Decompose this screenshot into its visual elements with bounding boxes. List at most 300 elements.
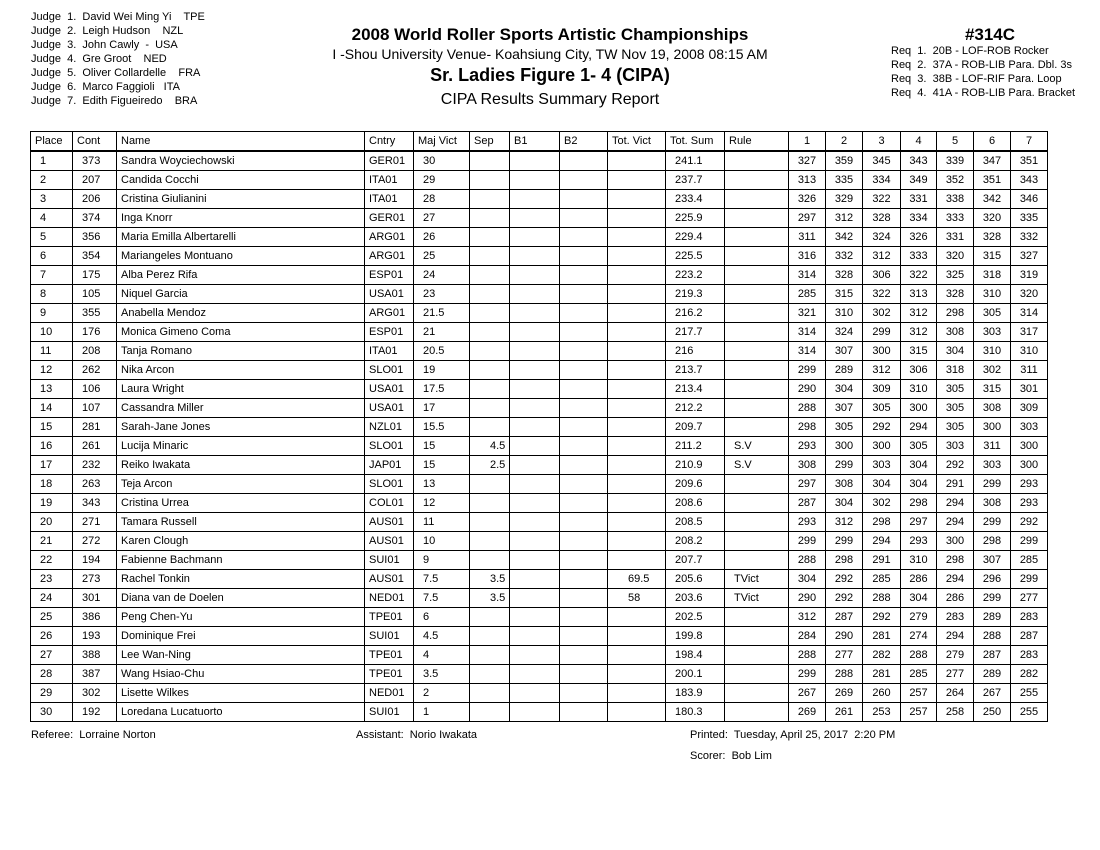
cell-b1 — [510, 570, 560, 589]
cell-sep — [470, 418, 510, 437]
cell-name: Alba Perez Rifa — [117, 266, 365, 285]
table-row — [31, 589, 1048, 608]
cell-place: 15 — [31, 418, 73, 437]
cell-judge-7: 293 — [1011, 494, 1048, 513]
table-row — [31, 380, 1048, 399]
cell-judge-7: 283 — [1011, 646, 1048, 665]
cell-cont: 388 — [73, 646, 117, 665]
cell-place: 17 — [31, 456, 73, 475]
cell-place: 24 — [31, 589, 73, 608]
cell-cont: 175 — [73, 266, 117, 285]
cell-cont: 373 — [73, 151, 117, 171]
cell-tot-vict: 69.5 — [608, 570, 666, 589]
cell-judge-2: 307 — [826, 399, 863, 418]
cell-maj-vict: 6 — [414, 608, 470, 627]
cell-sep — [470, 513, 510, 532]
cell-b1 — [510, 646, 560, 665]
cell-name: Lee Wan-Ning — [117, 646, 365, 665]
cell-tot-sum: 216 — [666, 342, 725, 361]
column-header-name: Name — [117, 132, 365, 152]
cell-name: Niquel Garcia — [117, 285, 365, 304]
cell-place: 30 — [31, 703, 73, 722]
cell-sep — [470, 247, 510, 266]
cell-judge-6: 307 — [974, 551, 1011, 570]
cell-sep — [470, 151, 510, 171]
cell-tot-vict — [608, 323, 666, 342]
cell-rule: S.V — [725, 456, 789, 475]
cell-judge-4: 343 — [901, 151, 937, 171]
cell-maj-vict: 28 — [414, 190, 470, 209]
cell-judge-7: 299 — [1011, 570, 1048, 589]
cell-cntry: GER01 — [365, 209, 414, 228]
cell-b1 — [510, 684, 560, 703]
cell-cntry: SLO01 — [365, 361, 414, 380]
scorer: Scorer: Bob Lim — [690, 750, 772, 762]
cell-cntry: NED01 — [365, 684, 414, 703]
cell-cont: 355 — [73, 304, 117, 323]
cell-judge-4: 294 — [901, 418, 937, 437]
cell-judge-6: 288 — [974, 627, 1011, 646]
judges-list — [31, 10, 205, 108]
cell-sep — [470, 684, 510, 703]
cell-judge-6: 318 — [974, 266, 1011, 285]
cell-judge-3: 291 — [863, 551, 901, 570]
cell-name: Dominique Frei — [117, 627, 365, 646]
cell-name: Karen Clough — [117, 532, 365, 551]
cell-cntry: ESP01 — [365, 323, 414, 342]
cell-judge-6: 296 — [974, 570, 1011, 589]
cell-b1 — [510, 266, 560, 285]
table-row — [31, 209, 1048, 228]
cell-name: Cristina Urrea — [117, 494, 365, 513]
cell-b1 — [510, 513, 560, 532]
cell-judge-2: 304 — [826, 380, 863, 399]
cell-tot-vict — [608, 494, 666, 513]
cell-judge-4: 288 — [901, 646, 937, 665]
cell-b2 — [560, 418, 608, 437]
cell-tot-sum: 205.6 — [666, 570, 725, 589]
table-row — [31, 494, 1048, 513]
cell-rule: TVict — [725, 570, 789, 589]
cell-tot-vict — [608, 361, 666, 380]
table-row — [31, 646, 1048, 665]
cell-judge-3: 282 — [863, 646, 901, 665]
cell-cont: 302 — [73, 684, 117, 703]
cell-judge-3: 324 — [863, 228, 901, 247]
cell-maj-vict: 12 — [414, 494, 470, 513]
cell-b2 — [560, 151, 608, 171]
cell-maj-vict: 11 — [414, 513, 470, 532]
cell-cntry: ARG01 — [365, 304, 414, 323]
cell-name: Monica Gimeno Coma — [117, 323, 365, 342]
cell-b2 — [560, 190, 608, 209]
cell-maj-vict: 3.5 — [414, 665, 470, 684]
table-row — [31, 304, 1048, 323]
cell-cont: 262 — [73, 361, 117, 380]
cell-cntry: SLO01 — [365, 437, 414, 456]
cell-tot-sum: 199.8 — [666, 627, 725, 646]
cell-place: 28 — [31, 665, 73, 684]
cell-tot-sum: 203.6 — [666, 589, 725, 608]
cell-b2 — [560, 304, 608, 323]
cell-rule — [725, 151, 789, 171]
cell-maj-vict: 4 — [414, 646, 470, 665]
cell-maj-vict: 29 — [414, 171, 470, 190]
cell-tot-vict — [608, 532, 666, 551]
cell-place: 3 — [31, 190, 73, 209]
cell-rule — [725, 399, 789, 418]
cell-judge-5: 328 — [937, 285, 974, 304]
cell-tot-sum: 219.3 — [666, 285, 725, 304]
cell-judge-3: 312 — [863, 247, 901, 266]
cell-judge-1: 288 — [789, 551, 826, 570]
cell-name: Nika Arcon — [117, 361, 365, 380]
column-header-judge-2: 2 — [826, 132, 863, 152]
cell-judge-7: 299 — [1011, 532, 1048, 551]
cell-b2 — [560, 247, 608, 266]
column-header-judge-5: 5 — [937, 132, 974, 152]
cell-judge-2: 305 — [826, 418, 863, 437]
cell-maj-vict: 9 — [414, 551, 470, 570]
cell-judge-4: 305 — [901, 437, 937, 456]
column-header-judge-3: 3 — [863, 132, 901, 152]
cell-cont: 271 — [73, 513, 117, 532]
cell-place: 16 — [31, 437, 73, 456]
cell-judge-6: 302 — [974, 361, 1011, 380]
cell-tot-sum: 212.2 — [666, 399, 725, 418]
cell-judge-2: 261 — [826, 703, 863, 722]
table-row — [31, 151, 1048, 171]
cell-judge-4: 293 — [901, 532, 937, 551]
cell-cntry: GER01 — [365, 151, 414, 171]
cell-tot-sum: 237.7 — [666, 171, 725, 190]
cell-rule — [725, 266, 789, 285]
cell-sep — [470, 171, 510, 190]
cell-judge-5: 279 — [937, 646, 974, 665]
judge-3: Judge 3. John Cawly - USA — [31, 39, 178, 51]
cell-cont: 176 — [73, 323, 117, 342]
cell-sep: 3.5 — [470, 570, 510, 589]
cell-judge-2: 299 — [826, 532, 863, 551]
cell-judge-2: 269 — [826, 684, 863, 703]
cell-b1 — [510, 380, 560, 399]
cell-judge-3: 304 — [863, 475, 901, 494]
cell-maj-vict: 15 — [414, 437, 470, 456]
cell-tot-sum: 213.7 — [666, 361, 725, 380]
cell-cont: 273 — [73, 570, 117, 589]
cell-place: 13 — [31, 380, 73, 399]
table-row — [31, 437, 1048, 456]
cell-b1 — [510, 151, 560, 171]
table-row — [31, 456, 1048, 475]
cell-place: 7 — [31, 266, 73, 285]
cell-judge-3: 306 — [863, 266, 901, 285]
cell-judge-5: 291 — [937, 475, 974, 494]
cell-b1 — [510, 589, 560, 608]
cell-judge-3: 299 — [863, 323, 901, 342]
table-row — [31, 399, 1048, 418]
judge-6: Judge 6. Marco Faggioli ITA — [31, 81, 180, 93]
cell-sep: 4.5 — [470, 437, 510, 456]
cell-judge-1: 299 — [789, 665, 826, 684]
cell-rule — [725, 665, 789, 684]
column-header-tot-vict: Tot. Vict — [608, 132, 666, 152]
cell-name: Sarah-Jane Jones — [117, 418, 365, 437]
column-header-place: Place — [31, 132, 73, 152]
cell-judge-3: 292 — [863, 418, 901, 437]
cell-judge-7: 332 — [1011, 228, 1048, 247]
cell-place: 25 — [31, 608, 73, 627]
cell-sep — [470, 190, 510, 209]
cell-judge-3: 334 — [863, 171, 901, 190]
cell-cont: 343 — [73, 494, 117, 513]
cell-judge-4: 312 — [901, 323, 937, 342]
table-row — [31, 190, 1048, 209]
cell-judge-2: 307 — [826, 342, 863, 361]
cell-b1 — [510, 323, 560, 342]
table-row — [31, 703, 1048, 722]
cell-judge-5: 294 — [937, 494, 974, 513]
cell-judge-1: 327 — [789, 151, 826, 171]
cell-judge-1: 304 — [789, 570, 826, 589]
cell-cont: 207 — [73, 171, 117, 190]
cell-b2 — [560, 342, 608, 361]
table-row — [31, 171, 1048, 190]
cell-cont: 374 — [73, 209, 117, 228]
cell-tot-sum: 233.4 — [666, 190, 725, 209]
cell-name: Reiko Iwakata — [117, 456, 365, 475]
cell-judge-7: 300 — [1011, 437, 1048, 456]
cell-b1 — [510, 399, 560, 418]
table-row — [31, 570, 1048, 589]
cell-judge-7: 311 — [1011, 361, 1048, 380]
cell-judge-4: 286 — [901, 570, 937, 589]
cell-maj-vict: 20.5 — [414, 342, 470, 361]
cell-b2 — [560, 608, 608, 627]
cell-sep — [470, 209, 510, 228]
cell-judge-7: 310 — [1011, 342, 1048, 361]
column-header-judge-4: 4 — [901, 132, 937, 152]
cell-name: Mariangeles Montuano — [117, 247, 365, 266]
cell-judge-6: 298 — [974, 532, 1011, 551]
cell-name: Teja Arcon — [117, 475, 365, 494]
cell-judge-5: 339 — [937, 151, 974, 171]
cell-name: Tamara Russell — [117, 513, 365, 532]
cell-tot-vict — [608, 456, 666, 475]
cell-judge-2: 292 — [826, 570, 863, 589]
cell-rule — [725, 494, 789, 513]
cell-judge-4: 279 — [901, 608, 937, 627]
cell-judge-3: 302 — [863, 494, 901, 513]
cell-judge-5: 283 — [937, 608, 974, 627]
cell-b2 — [560, 209, 608, 228]
cell-judge-6: 299 — [974, 475, 1011, 494]
table-row — [31, 627, 1048, 646]
cell-tot-sum: 208.6 — [666, 494, 725, 513]
cell-cont: 106 — [73, 380, 117, 399]
cell-cntry: SLO01 — [365, 475, 414, 494]
cell-judge-7: 317 — [1011, 323, 1048, 342]
cell-judge-6: 308 — [974, 399, 1011, 418]
requirement-4: Req 4. 41A - ROB-LIB Para. Bracket — [891, 87, 1076, 99]
cell-judge-6: 305 — [974, 304, 1011, 323]
cell-judge-4: 304 — [901, 475, 937, 494]
cell-judge-6: 308 — [974, 494, 1011, 513]
cell-judge-5: 298 — [937, 551, 974, 570]
cell-judge-4: 298 — [901, 494, 937, 513]
cell-cntry: NED01 — [365, 589, 414, 608]
cell-tot-vict — [608, 418, 666, 437]
cell-place: 21 — [31, 532, 73, 551]
cell-judge-4: 315 — [901, 342, 937, 361]
cell-judge-1: 311 — [789, 228, 826, 247]
cell-maj-vict: 4.5 — [414, 627, 470, 646]
cell-judge-6: 287 — [974, 646, 1011, 665]
cell-place: 12 — [31, 361, 73, 380]
cell-b1 — [510, 171, 560, 190]
venue-line: I -Shou University Venue- Koahsiung City, TW Nov 19, 2008 08:15 AM — [332, 46, 768, 62]
cell-tot-vict — [608, 627, 666, 646]
table-row — [31, 361, 1048, 380]
cell-judge-6: 300 — [974, 418, 1011, 437]
cell-judge-4: 331 — [901, 190, 937, 209]
cell-cntry: SUI01 — [365, 703, 414, 722]
table-row — [31, 418, 1048, 437]
cell-sep — [470, 665, 510, 684]
cell-name: Peng Chen-Yu — [117, 608, 365, 627]
cell-cont: 272 — [73, 532, 117, 551]
cell-judge-2: 287 — [826, 608, 863, 627]
cell-rule — [725, 304, 789, 323]
cell-maj-vict: 1 — [414, 703, 470, 722]
cell-judge-5: 264 — [937, 684, 974, 703]
cell-name: Laura Wright — [117, 380, 365, 399]
cell-cntry: ESP01 — [365, 266, 414, 285]
cell-judge-7: 303 — [1011, 418, 1048, 437]
cell-judge-2: 332 — [826, 247, 863, 266]
cell-judge-3: 328 — [863, 209, 901, 228]
cell-name: Inga Knorr — [117, 209, 365, 228]
cell-place: 6 — [31, 247, 73, 266]
cell-place: 8 — [31, 285, 73, 304]
cell-name: Fabienne Bachmann — [117, 551, 365, 570]
cell-judge-3: 309 — [863, 380, 901, 399]
cell-rule — [725, 323, 789, 342]
judge-1: Judge 1. David Wei Ming Yi TPE — [31, 11, 205, 23]
cell-rule — [725, 380, 789, 399]
cell-judge-4: 310 — [901, 551, 937, 570]
cell-judge-3: 345 — [863, 151, 901, 171]
cell-cntry: ARG01 — [365, 247, 414, 266]
cell-judge-2: 298 — [826, 551, 863, 570]
cell-b2 — [560, 380, 608, 399]
cell-rule — [725, 475, 789, 494]
cell-rule — [725, 171, 789, 190]
cell-judge-1: 314 — [789, 323, 826, 342]
cell-rule — [725, 551, 789, 570]
cell-cntry: USA01 — [365, 380, 414, 399]
cell-tot-vict — [608, 228, 666, 247]
cell-sep — [470, 399, 510, 418]
championship-title: 2008 World Roller Sports Artistic Championships — [351, 25, 749, 44]
cell-tot-sum: 202.5 — [666, 608, 725, 627]
cell-b2 — [560, 513, 608, 532]
cell-judge-5: 305 — [937, 418, 974, 437]
cell-judge-3: 305 — [863, 399, 901, 418]
cell-judge-3: 298 — [863, 513, 901, 532]
requirement-3: Req 3. 38B - LOF-RIF Para. Loop — [891, 73, 1062, 85]
cell-b2 — [560, 437, 608, 456]
cell-tot-sum: 213.4 — [666, 380, 725, 399]
cell-b2 — [560, 570, 608, 589]
cell-judge-3: 292 — [863, 608, 901, 627]
cell-name: Cassandra Miller — [117, 399, 365, 418]
column-header-sep: Sep — [470, 132, 510, 152]
cell-name: Rachel Tonkin — [117, 570, 365, 589]
cell-judge-6: 303 — [974, 456, 1011, 475]
cell-judge-5: 286 — [937, 589, 974, 608]
cell-judge-1: 299 — [789, 532, 826, 551]
cell-judge-1: 284 — [789, 627, 826, 646]
cell-cont: 301 — [73, 589, 117, 608]
cell-cont: 356 — [73, 228, 117, 247]
cell-tot-sum: 208.2 — [666, 532, 725, 551]
column-header-rule: Rule — [725, 132, 789, 152]
cell-b1 — [510, 304, 560, 323]
cell-judge-5: 338 — [937, 190, 974, 209]
cell-b2 — [560, 171, 608, 190]
cell-rule — [725, 513, 789, 532]
cell-b1 — [510, 361, 560, 380]
cell-judge-2: 328 — [826, 266, 863, 285]
cell-place: 27 — [31, 646, 73, 665]
cell-rule — [725, 608, 789, 627]
cell-cntry: SUI01 — [365, 627, 414, 646]
cell-b2 — [560, 646, 608, 665]
cell-judge-7: 327 — [1011, 247, 1048, 266]
cell-b1 — [510, 494, 560, 513]
judge-4: Judge 4. Gre Groot NED — [31, 53, 167, 65]
cell-rule — [725, 190, 789, 209]
cell-tot-sum: 223.2 — [666, 266, 725, 285]
cell-tot-vict — [608, 513, 666, 532]
cell-judge-3: 294 — [863, 532, 901, 551]
cell-maj-vict: 2 — [414, 684, 470, 703]
cell-judge-6: 311 — [974, 437, 1011, 456]
cell-sep — [470, 608, 510, 627]
column-header-cont: Cont — [73, 132, 117, 152]
cell-judge-7: 320 — [1011, 285, 1048, 304]
cell-judge-5: 308 — [937, 323, 974, 342]
cell-judge-7: 351 — [1011, 151, 1048, 171]
cell-name: Cristina Giulianini — [117, 190, 365, 209]
cell-judge-6: 351 — [974, 171, 1011, 190]
cell-judge-2: 335 — [826, 171, 863, 190]
assistant: Assistant: Norio Iwakata — [356, 729, 478, 741]
cell-b1 — [510, 418, 560, 437]
cell-place: 18 — [31, 475, 73, 494]
cell-judge-3: 302 — [863, 304, 901, 323]
cell-judge-6: 315 — [974, 380, 1011, 399]
cell-judge-2: 359 — [826, 151, 863, 171]
cell-maj-vict: 30 — [414, 151, 470, 171]
cell-b1 — [510, 703, 560, 722]
cell-b1 — [510, 190, 560, 209]
cell-cntry: USA01 — [365, 285, 414, 304]
cell-judge-1: 298 — [789, 418, 826, 437]
cell-sep — [470, 703, 510, 722]
cell-tot-vict — [608, 399, 666, 418]
